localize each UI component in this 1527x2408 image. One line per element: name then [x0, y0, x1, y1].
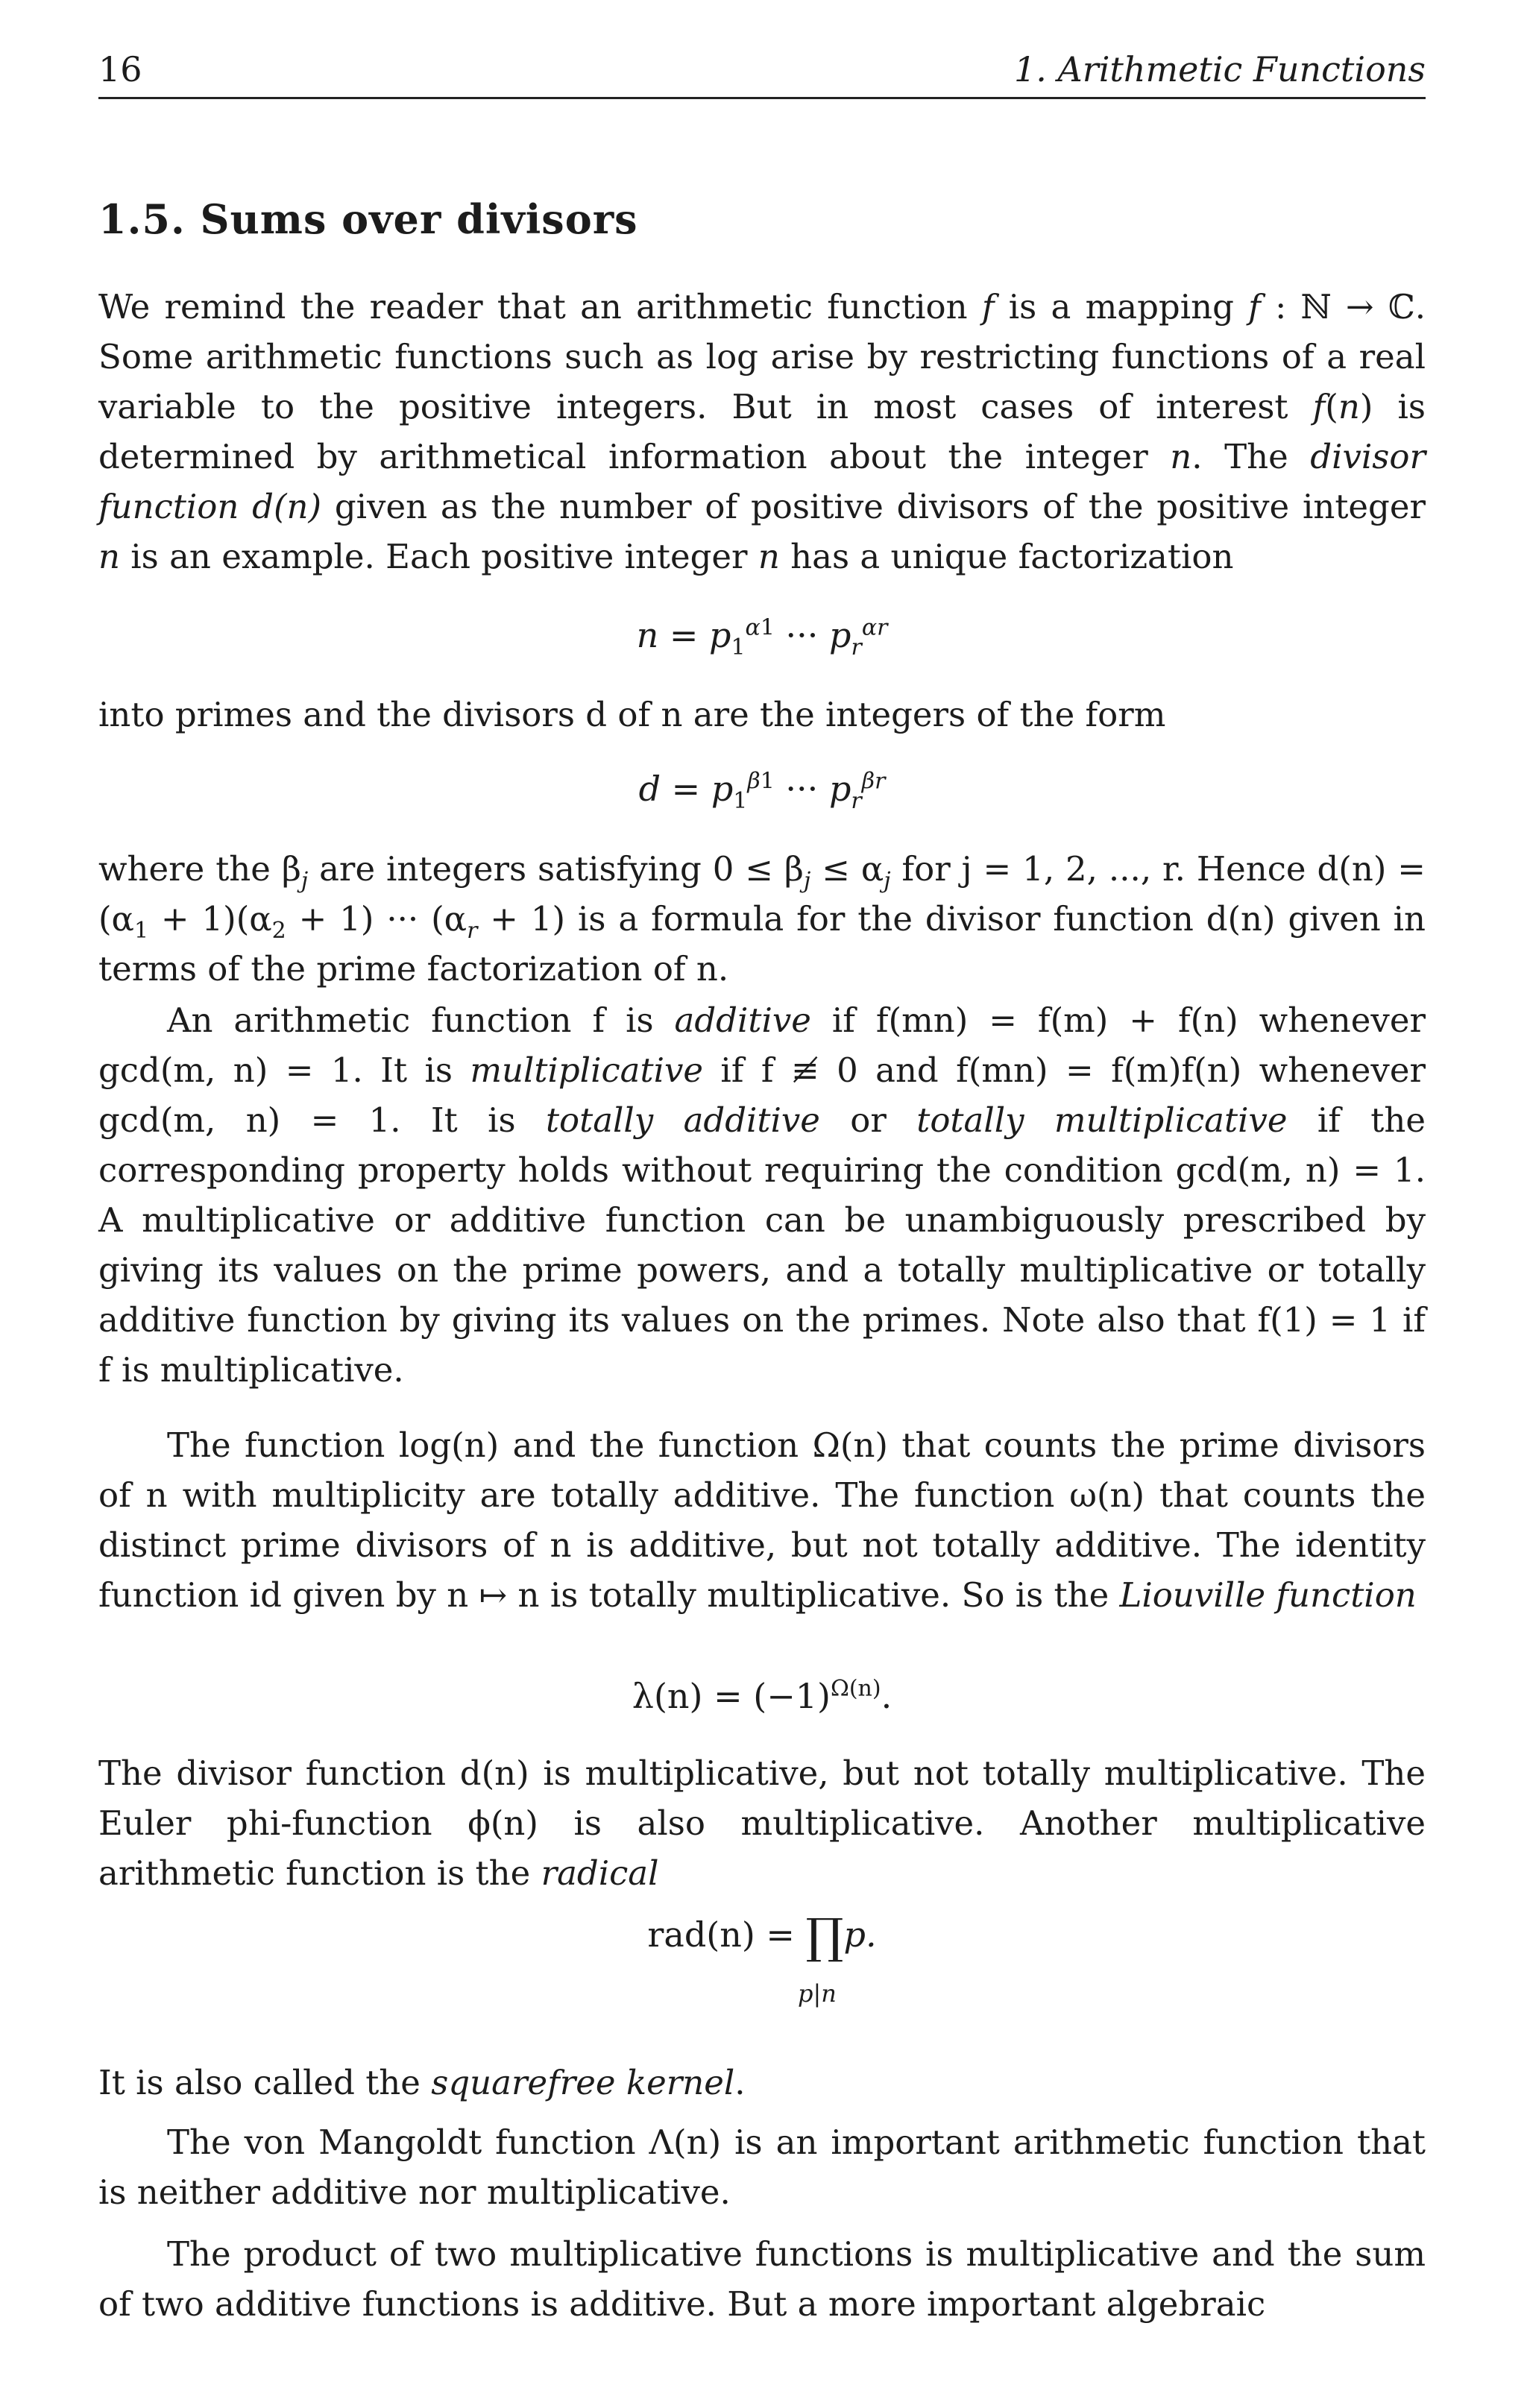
equation-divisor-form: $d = p_1^{\beta 1}$ ··· $p_r^{\beta r}$: [638, 768, 886, 815]
p3-text: are integers satisfying 0 ≤ β: [308, 849, 804, 889]
subscript: j: [300, 868, 309, 894]
p1-text: has a unique factorization: [779, 537, 1234, 576]
section-title: 1.5. Sums over divisors: [98, 195, 638, 243]
paragraph-9: The product of two multiplicative functions is multiplicative and the sum of two additive functions is additive. But a more important algebraic: [98, 2234, 1426, 2324]
p3-text: for j = 1, 2, ..., r. Hence d(n) = (α: [98, 849, 1426, 939]
p3-text: + 1) ··· (α: [286, 899, 467, 939]
product-symbol: ∏: [805, 1909, 844, 1964]
subscript: r: [467, 918, 478, 944]
term-squarefree-kernel: squarefree kernel: [431, 2063, 735, 2102]
p4-text: or: [819, 1100, 917, 1140]
p3-text: where the β: [98, 849, 301, 889]
term-divisor-function: divisor function d(n): [98, 437, 1426, 526]
p1-text: : ℕ → ℂ. Some arithmetic functions such as log arise by restricting functions of a real variable to the positive integers. But in most cases of interest: [98, 287, 1426, 426]
paragraph-6: [98, 1748, 1426, 1898]
term-liouville-function: Liouville function: [1119, 1575, 1417, 1615]
equation-liouville: [98, 1674, 1426, 1718]
page-number: 16: [98, 49, 142, 89]
p1-text: is a mapping: [994, 287, 1249, 327]
paragraph-7: [98, 2058, 1426, 2108]
running-head: [98, 46, 1426, 99]
p1-text: is determined by arithmetical information about the integer: [98, 387, 1426, 476]
paragraph-1: We remind the reader that an arithmetic function f is a mapping f : ℕ → ℂ. Some arithmetic functions such as log arise by restricting functions of a real variable to the positive integers. But in most cases of interest f(n) is determined by arithmetical information about the integer n. The divisor function d(n) given as the number of positive divisors of the positive integer n is an example. Each positive integer n has a unique factorization: [98, 287, 1426, 576]
paragraph-2: into primes and the divisors d of n are the integers of the form: [98, 695, 1166, 734]
paragraph-5: [98, 1420, 1426, 1620]
term-radical: radical: [541, 1853, 659, 1893]
p1-text: is an example. Each positive integer: [119, 537, 758, 576]
p1-text: We remind the reader that an arithmetic function: [98, 287, 982, 327]
p7-text: It is also called the: [98, 2063, 432, 2102]
p4-text: if f ≢ 0 and f(mn) = f(m)f(n) whenever gcd(m, n) = 1. It is: [98, 1050, 1426, 1140]
subscript: 1: [133, 918, 149, 944]
subscript: 2: [271, 918, 286, 944]
eq4-lhs: rad(n) =: [647, 1914, 806, 1955]
p5-text: The function log(n) and the function Ω(n) that counts the prime divisors of n with multiplicity are totally additive. The function ω(n) that counts the distinct prime divisors of n is additive, but not totally additive. The identity function id given by n ↦ n is totally multiplicative. So is the: [98, 1425, 1426, 1615]
p4-text: if the corresponding property holds without requiring the condition gcd(m, n) = 1. A multiplicative or additive function can be unambiguously prescribed by giving its values on the prime powers, and a totally multiplicative or totally additive function by giving its values on the primes. Note also that f(1) = 1 if f is multiplicative.: [98, 1100, 1426, 1390]
paragraph-4: [98, 995, 1426, 1395]
product-subscript: p|n: [798, 1979, 837, 2008]
p3-text: + 1) is a formula for the divisor function d(n) given in terms of the prime factorization of n.: [98, 899, 1426, 989]
eq3-exponent: Ω(n): [830, 1675, 881, 1702]
p3-text: ≤ α: [810, 849, 884, 889]
paragraph-8: The von Mangoldt function Λ(n) is an important arithmetic function that is neither additive nor multiplicative.: [98, 2122, 1426, 2212]
term-additive: additive: [674, 1000, 811, 1040]
paragraph-3: [98, 844, 1426, 994]
p6-text: The divisor function d(n) is multiplicative, but not totally multiplicative. The Euler phi-function ϕ(n) is also multiplicative. Another multiplicative arithmetic function is the: [98, 1753, 1426, 1893]
p3-text: + 1)(α: [148, 899, 272, 939]
equation-factorization: $n = p_1^{\alpha 1}$ ··· $p_r^{\alpha r}$: [636, 614, 888, 661]
p1-text: . The: [1191, 437, 1311, 476]
p7-text: .: [734, 2063, 746, 2102]
p4-text: if f(mn) = f(m) + f(n) whenever gcd(m, n) = 1. It is: [98, 1000, 1426, 1090]
subscript: j: [884, 868, 891, 894]
p4-text: An arithmetic function f is: [167, 1000, 675, 1040]
eq3-end: .: [881, 1676, 892, 1716]
subscript: j: [803, 868, 811, 894]
eq3-lhs: λ(n) = (−1): [632, 1676, 831, 1716]
term-totally-multiplicative: totally multiplicative: [916, 1100, 1288, 1140]
equation-radical: [98, 1909, 1426, 1964]
term-multiplicative: multiplicative: [470, 1050, 704, 1090]
p1-text: given as the number of positive divisors of the positive integer: [321, 487, 1426, 526]
eq4-rhs: p.: [843, 1914, 877, 1955]
term-totally-additive: totally additive: [545, 1100, 820, 1140]
chapter-title: 1. Arithmetic Functions: [1013, 49, 1426, 89]
